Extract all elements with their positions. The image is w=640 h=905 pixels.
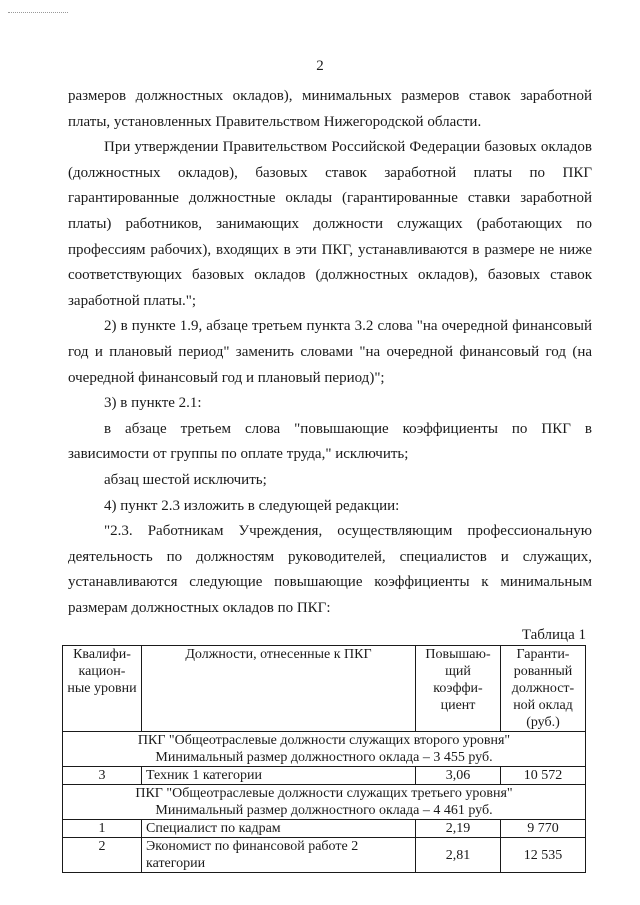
cell-salary: 10 572 <box>501 767 586 785</box>
group-title: ПКГ "Общеотраслевые должности служащих второго уровня" <box>137 733 511 748</box>
table-row <box>63 767 586 785</box>
cell-position: Экономист по финансовой работе 2 категории <box>142 838 416 873</box>
group-min-salary: Минимальный размер должностного оклада – 4 461 руб. <box>155 803 493 818</box>
salary-table <box>62 645 586 873</box>
cell-coefficient: 2,19 <box>416 820 501 838</box>
table-caption: Таблица 1 <box>521 627 586 643</box>
group-header <box>63 785 586 820</box>
table-row <box>63 838 586 873</box>
document-body <box>68 84 592 621</box>
paragraph: абзац шестой исключить; <box>104 471 267 488</box>
cell-level: 1 <box>63 820 142 838</box>
page-number: 2 <box>316 58 324 74</box>
header-level: Квалифи-кацион-ные уровни <box>63 646 142 732</box>
table-header-row <box>63 646 586 732</box>
paragraph: 3) в пункте 2.1: <box>104 395 202 412</box>
cell-level: 3 <box>63 767 142 785</box>
paragraph: в абзаце третьем слова "повышающие коэффициенты по ПКГ в зависимости от группы по оплате труда," исключить; <box>68 420 592 463</box>
cell-coefficient: 2,81 <box>416 838 501 873</box>
group-header <box>63 732 586 767</box>
paragraph: размеров должностных окладов), минимальных размеров ставок заработной платы, установленных Правительством Нижегородской области. <box>68 88 592 130</box>
group-header-row <box>63 732 586 767</box>
group-min-salary: Минимальный размер должностного оклада – 3 455 руб. <box>155 750 493 765</box>
paragraph: 2) в пункте 1.9, абзаце третьем пункта 3.2 слова "на очередной финансовый год и плановый период" заменить словами "на очередной финансовый год (на очередной финансовый год и плановый период)"; <box>68 318 592 386</box>
group-header-row <box>63 785 586 820</box>
header-position: Должности, отнесенные к ПКГ <box>142 646 416 732</box>
cell-salary: 9 770 <box>501 820 586 838</box>
paragraph: 4) пункт 2.3 изложить в следующей редакции: <box>104 497 400 514</box>
paragraph: "2.3. Работникам Учреждения, осуществляющим профессиональную деятельность по должностям руководителей, специалистов и служащих, устанавливаются следующие повышающие коэффициенты к минимальным размерам должностных окладов по ПКГ: <box>68 523 592 616</box>
group-title: ПКГ "Общеотраслевые должности служащих третьего уровня" <box>135 786 513 801</box>
table-row <box>63 820 586 838</box>
paragraph: При утверждении Правительством Российской Федерации базовых окладов (должностных окладов), базовых ставок заработной платы по ПКГ гарантированные должностные оклады (гарантированные ставки заработной платы) работников, занимающих должности служащих (работающих по профессиям рабочих), входящих в эти ПКГ, устанавливаются в размере не ниже соответствующих базовых окладов (должностных окладов), базовых ставок заработной платы."; <box>68 139 592 309</box>
cell-salary: 12 535 <box>501 838 586 873</box>
header-salary: Гаранти-рованный должност-ной оклад (руб.) <box>501 646 586 732</box>
cell-position: Техник 1 категории <box>142 767 416 785</box>
header-coefficient: Повышаю-щий коэффи-циент <box>416 646 501 732</box>
cell-coefficient: 3,06 <box>416 767 501 785</box>
cell-level: 2 <box>63 838 142 873</box>
scan-artifact <box>8 12 68 13</box>
cell-position: Специалист по кадрам <box>142 820 416 838</box>
